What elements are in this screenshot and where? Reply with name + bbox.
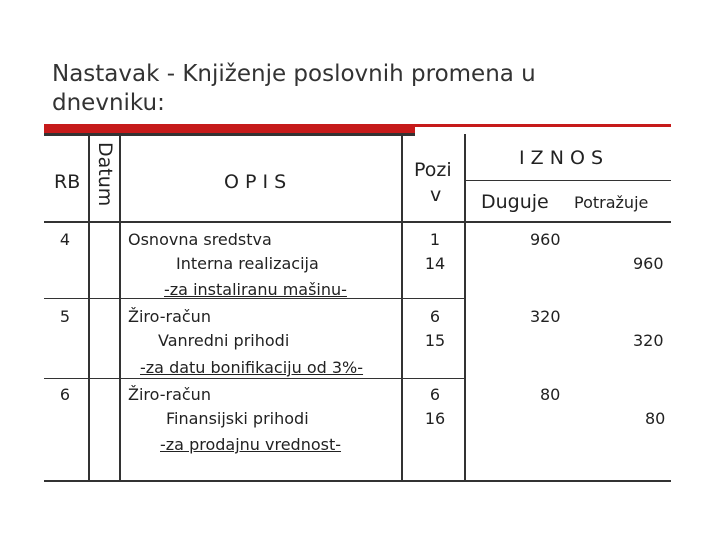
grid-line-datum-left — [88, 134, 90, 482]
entry-debit-amount: 960 — [530, 230, 561, 249]
entry-debit-account: Žiro-račun — [128, 307, 211, 326]
entry-credit-amount: 320 — [633, 331, 664, 350]
entry-credit-account: Interna realizacija — [176, 254, 319, 273]
header-pozi-v: v — [430, 184, 442, 206]
header-potrazuje: Potražuje — [574, 193, 649, 212]
entry-note: -za datu bonifikaciju od 3%- — [140, 358, 364, 377]
page-title: Nastavak - Knjiženje poslovnih promena u dnevniku: — [52, 61, 536, 116]
grid-line-opis-left — [119, 134, 121, 482]
grid-line-table-bottom — [44, 480, 671, 482]
grid-line-header-bottom — [44, 221, 671, 223]
title-accent-bar — [44, 124, 415, 133]
entry-debit-account: Žiro-račun — [128, 385, 211, 404]
entry-debit-account: Osnovna sredstva — [128, 230, 272, 249]
entry-credit-pos: 16 — [424, 409, 446, 428]
header-pozi: Pozi — [414, 159, 452, 181]
entry-debit-amount: 80 — [540, 385, 561, 404]
journal-table — [44, 134, 671, 482]
entry-rb: 5 — [59, 307, 71, 326]
entry-debit-amount: 320 — [530, 307, 561, 326]
header-datum: Datum — [94, 142, 116, 207]
entry-credit-pos: 15 — [424, 331, 446, 350]
entry-debit-pos: 6 — [429, 307, 441, 326]
entry-note: -za prodajnu vrednost- — [160, 435, 342, 454]
entry-credit-amount: 960 — [633, 254, 664, 273]
grid-line-row-5-bottom — [44, 378, 464, 379]
entry-credit-amount: 80 — [645, 409, 666, 428]
header-rb: RB — [54, 171, 81, 193]
header-duguje: Duguje — [481, 191, 549, 213]
header-iznos: I Z N O S — [519, 147, 604, 169]
grid-line-iznos-left — [464, 134, 466, 482]
title-accent-line — [415, 124, 671, 127]
entry-credit-pos: 14 — [424, 254, 446, 273]
grid-line-iznos-header — [464, 180, 671, 181]
entry-debit-pos: 1 — [429, 230, 441, 249]
grid-line-pozi-left — [401, 134, 403, 482]
entry-debit-pos: 6 — [429, 385, 441, 404]
entry-note: -za instaliranu mašinu- — [164, 280, 347, 299]
entry-rb: 6 — [59, 385, 71, 404]
entry-credit-account: Finansijski prihodi — [166, 409, 309, 428]
entry-rb: 4 — [59, 230, 71, 249]
entry-credit-account: Vanredni prihodi — [158, 331, 290, 350]
header-opis: O P I S — [224, 171, 287, 193]
